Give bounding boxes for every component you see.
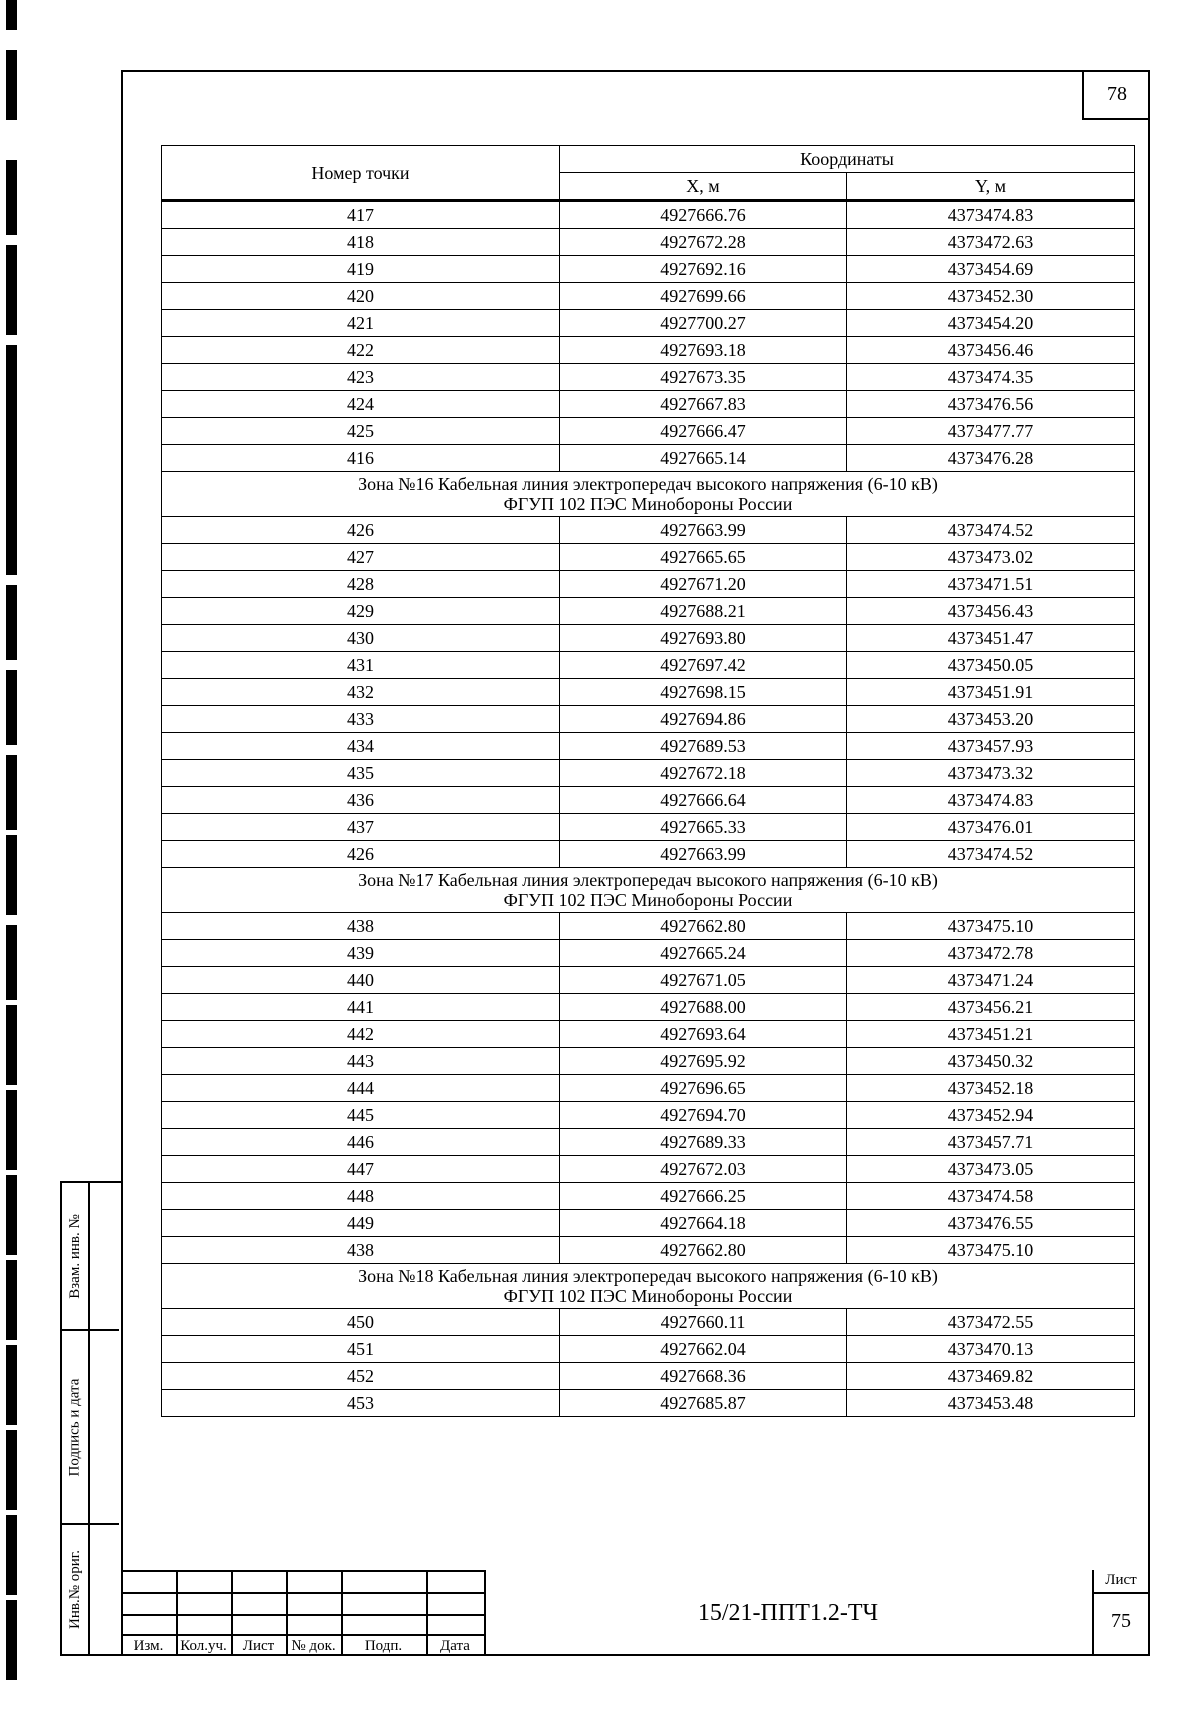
point-cell: 425 xyxy=(162,418,560,445)
y-cell: 4373452.94 xyxy=(847,1102,1135,1129)
point-cell: 440 xyxy=(162,967,560,994)
x-cell: 4927662.80 xyxy=(560,913,847,940)
x-cell: 4927688.21 xyxy=(560,598,847,625)
point-cell: 429 xyxy=(162,598,560,625)
x-cell: 4927688.00 xyxy=(560,994,847,1021)
y-cell: 4373456.21 xyxy=(847,994,1135,1021)
table-row xyxy=(162,1129,1135,1156)
point-cell: 441 xyxy=(162,994,560,1021)
y-cell: 4373454.69 xyxy=(847,256,1135,283)
point-cell: 442 xyxy=(162,1021,560,1048)
x-cell: 4927694.86 xyxy=(560,706,847,733)
point-cell: 437 xyxy=(162,814,560,841)
y-cell: 4373453.48 xyxy=(847,1390,1135,1417)
x-cell: 4927671.20 xyxy=(560,571,847,598)
binding-mark xyxy=(6,925,17,1000)
x-cell: 4927693.80 xyxy=(560,625,847,652)
table-row xyxy=(162,1156,1135,1183)
x-cell: 4927668.36 xyxy=(560,1363,847,1390)
zone-header-row xyxy=(162,868,1135,913)
binding-mark xyxy=(6,1600,17,1680)
x-cell: 4927672.03 xyxy=(560,1156,847,1183)
table-row xyxy=(162,1390,1135,1417)
table-row xyxy=(162,1336,1135,1363)
header-y: Y, м xyxy=(847,173,1135,201)
table-row xyxy=(162,571,1135,598)
binding-mark xyxy=(6,1430,17,1510)
y-cell: 4373473.05 xyxy=(847,1156,1135,1183)
point-cell: 430 xyxy=(162,625,560,652)
table-row xyxy=(162,652,1135,679)
binding-mark xyxy=(6,1345,17,1425)
table-row xyxy=(162,787,1135,814)
point-cell: 417 xyxy=(162,201,560,229)
table-row xyxy=(162,364,1135,391)
x-cell: 4927665.14 xyxy=(560,445,847,472)
binding-mark xyxy=(6,835,17,915)
point-cell: 450 xyxy=(162,1309,560,1336)
x-cell: 4927672.28 xyxy=(560,229,847,256)
point-cell: 431 xyxy=(162,652,560,679)
table-row xyxy=(162,913,1135,940)
header-x: X, м xyxy=(560,173,847,201)
y-cell: 4373475.10 xyxy=(847,1237,1135,1264)
point-cell: 452 xyxy=(162,1363,560,1390)
x-cell: 4927666.25 xyxy=(560,1183,847,1210)
point-cell: 436 xyxy=(162,787,560,814)
x-cell: 4927685.87 xyxy=(560,1390,847,1417)
table-row xyxy=(162,1237,1135,1264)
point-cell: 421 xyxy=(162,310,560,337)
point-cell: 438 xyxy=(162,1237,560,1264)
point-cell: 426 xyxy=(162,841,560,868)
table-row xyxy=(162,418,1135,445)
side-stamp-vzam-cell xyxy=(62,1183,119,1331)
point-cell: 422 xyxy=(162,337,560,364)
side-stamp-inv: Инв.№ ориг. xyxy=(66,1550,83,1629)
binding-mark xyxy=(6,160,17,235)
table-row xyxy=(162,940,1135,967)
y-cell: 4373471.24 xyxy=(847,967,1135,994)
table-row xyxy=(162,1183,1135,1210)
table-row xyxy=(162,1363,1135,1390)
x-cell: 4927694.70 xyxy=(560,1102,847,1129)
binding-mark xyxy=(6,1005,17,1085)
table-row xyxy=(162,337,1135,364)
stamp-list: Лист xyxy=(242,1638,275,1654)
y-cell: 4373454.20 xyxy=(847,310,1135,337)
x-cell: 4927689.53 xyxy=(560,733,847,760)
y-cell: 4373452.30 xyxy=(847,283,1135,310)
table-row xyxy=(162,391,1135,418)
table-row xyxy=(162,517,1135,544)
point-cell: 439 xyxy=(162,940,560,967)
coordinates-table xyxy=(161,145,1135,1417)
y-cell: 4373470.13 xyxy=(847,1336,1135,1363)
y-cell: 4373476.28 xyxy=(847,445,1135,472)
point-cell: 426 xyxy=(162,517,560,544)
y-cell: 4373474.58 xyxy=(847,1183,1135,1210)
binding-mark xyxy=(6,1260,17,1340)
table-row xyxy=(162,1210,1135,1237)
y-cell: 4373472.55 xyxy=(847,1309,1135,1336)
point-cell: 420 xyxy=(162,283,560,310)
stamp-data: Дата xyxy=(440,1638,470,1654)
point-cell: 434 xyxy=(162,733,560,760)
y-cell: 4373450.32 xyxy=(847,1048,1135,1075)
y-cell: 4373456.43 xyxy=(847,598,1135,625)
point-cell: 438 xyxy=(162,913,560,940)
table-row xyxy=(162,1075,1135,1102)
zone-header-row xyxy=(162,472,1135,517)
binding-mark xyxy=(6,415,17,510)
page-number-top: 78 xyxy=(1082,70,1150,120)
zone-header-row xyxy=(162,1264,1135,1309)
y-cell: 4373477.77 xyxy=(847,418,1135,445)
stamp-kol: Кол.уч. xyxy=(180,1638,227,1654)
zone-title: Зона №18 Кабельная линия электропередач высокого напряжения (6-10 кВ) xyxy=(358,1266,938,1286)
binding-mark xyxy=(6,585,17,660)
y-cell: 4373475.10 xyxy=(847,913,1135,940)
x-cell: 4927666.47 xyxy=(560,418,847,445)
x-cell: 4927663.99 xyxy=(560,517,847,544)
table-row xyxy=(162,841,1135,868)
zone-header xyxy=(162,472,1135,517)
x-cell: 4927663.99 xyxy=(560,841,847,868)
zone-owner: ФГУП 102 ПЭС Минобороны России xyxy=(503,890,793,910)
table-row xyxy=(162,229,1135,256)
table-row xyxy=(162,733,1135,760)
y-cell: 4373450.05 xyxy=(847,652,1135,679)
y-cell: 4373472.78 xyxy=(847,940,1135,967)
y-cell: 4373451.21 xyxy=(847,1021,1135,1048)
sheet-number: 75 xyxy=(1111,1610,1131,1632)
table-row xyxy=(162,1309,1135,1336)
table-row xyxy=(162,544,1135,571)
x-cell: 4927671.05 xyxy=(560,967,847,994)
binding-mark xyxy=(6,500,17,575)
table-row xyxy=(162,1048,1135,1075)
zone-header xyxy=(162,868,1135,913)
point-cell: 435 xyxy=(162,760,560,787)
side-stamp-podpis-cell xyxy=(62,1331,119,1525)
y-cell: 4373474.83 xyxy=(847,787,1135,814)
y-cell: 4373474.52 xyxy=(847,517,1135,544)
y-cell: 4373472.63 xyxy=(847,229,1135,256)
point-cell: 419 xyxy=(162,256,560,283)
table-row xyxy=(162,310,1135,337)
x-cell: 4927664.18 xyxy=(560,1210,847,1237)
y-cell: 4373473.32 xyxy=(847,760,1135,787)
table-row xyxy=(162,814,1135,841)
y-cell: 4373457.71 xyxy=(847,1129,1135,1156)
y-cell: 4373476.01 xyxy=(847,814,1135,841)
x-cell: 4927673.35 xyxy=(560,364,847,391)
zone-title: Зона №17 Кабельная линия электропередач высокого напряжения (6-10 кВ) xyxy=(358,870,938,890)
table-row xyxy=(162,706,1135,733)
y-cell: 4373457.93 xyxy=(847,733,1135,760)
x-cell: 4927700.27 xyxy=(560,310,847,337)
point-cell: 443 xyxy=(162,1048,560,1075)
y-cell: 4373476.56 xyxy=(847,391,1135,418)
x-cell: 4927662.80 xyxy=(560,1237,847,1264)
table-row xyxy=(162,256,1135,283)
x-cell: 4927667.83 xyxy=(560,391,847,418)
stamp-podp: Подп. xyxy=(364,1638,403,1654)
table-row xyxy=(162,445,1135,472)
x-cell: 4927693.64 xyxy=(560,1021,847,1048)
x-cell: 4927695.92 xyxy=(560,1048,847,1075)
sheet-label: Лист xyxy=(1105,1572,1137,1588)
point-cell: 447 xyxy=(162,1156,560,1183)
point-cell: 453 xyxy=(162,1390,560,1417)
x-cell: 4927699.66 xyxy=(560,283,847,310)
x-cell: 4927665.33 xyxy=(560,814,847,841)
binding-mark xyxy=(6,670,17,745)
side-stamp-podpis: Подпись и дата xyxy=(66,1378,83,1476)
table-row xyxy=(162,1021,1135,1048)
point-cell: 433 xyxy=(162,706,560,733)
x-cell: 4927693.18 xyxy=(560,337,847,364)
point-cell: 423 xyxy=(162,364,560,391)
binding-mark xyxy=(6,1515,17,1595)
x-cell: 4927696.65 xyxy=(560,1075,847,1102)
zone-owner: ФГУП 102 ПЭС Минобороны России xyxy=(503,494,793,514)
y-cell: 4373476.55 xyxy=(847,1210,1135,1237)
point-cell: 432 xyxy=(162,679,560,706)
x-cell: 4927698.15 xyxy=(560,679,847,706)
x-cell: 4927660.11 xyxy=(560,1309,847,1336)
header-coordinates: Координаты xyxy=(560,146,1135,173)
table-row xyxy=(162,760,1135,787)
x-cell: 4927665.65 xyxy=(560,544,847,571)
y-cell: 4373451.91 xyxy=(847,679,1135,706)
point-cell: 428 xyxy=(162,571,560,598)
point-cell: 449 xyxy=(162,1210,560,1237)
y-cell: 4373456.46 xyxy=(847,337,1135,364)
binding-mark xyxy=(6,0,17,30)
point-cell: 424 xyxy=(162,391,560,418)
binding-mark xyxy=(6,1090,17,1170)
y-cell: 4373451.47 xyxy=(847,625,1135,652)
y-cell: 4373473.02 xyxy=(847,544,1135,571)
table-row xyxy=(162,967,1135,994)
x-cell: 4927697.42 xyxy=(560,652,847,679)
document-code: 15/21-ППТ1.2-ТЧ xyxy=(697,1599,879,1626)
y-cell: 4373469.82 xyxy=(847,1363,1135,1390)
side-stamp-inv-cell xyxy=(62,1525,119,1654)
y-cell: 4373474.52 xyxy=(847,841,1135,868)
side-stamp-vzam: Взам. инв. № xyxy=(66,1213,83,1299)
x-cell: 4927672.18 xyxy=(560,760,847,787)
zone-owner: ФГУП 102 ПЭС Минобороны России xyxy=(503,1286,793,1306)
y-cell: 4373474.35 xyxy=(847,364,1135,391)
table-row xyxy=(162,625,1135,652)
table-body xyxy=(162,201,1135,1417)
binding-mark xyxy=(6,245,17,335)
x-cell: 4927692.16 xyxy=(560,256,847,283)
y-cell: 4373471.51 xyxy=(847,571,1135,598)
header-point-number: Номер точки xyxy=(162,146,560,201)
point-cell: 448 xyxy=(162,1183,560,1210)
stamp-ndok: № док. xyxy=(291,1638,336,1654)
point-cell: 418 xyxy=(162,229,560,256)
point-cell: 451 xyxy=(162,1336,560,1363)
zone-header xyxy=(162,1264,1135,1309)
x-cell: 4927666.76 xyxy=(560,201,847,229)
binding-mark xyxy=(6,50,17,120)
x-cell: 4927689.33 xyxy=(560,1129,847,1156)
x-cell: 4927662.04 xyxy=(560,1336,847,1363)
zone-title: Зона №16 Кабельная линия электропередач высокого напряжения (6-10 кВ) xyxy=(358,474,938,494)
side-stamp xyxy=(60,1181,121,1656)
table-row xyxy=(162,994,1135,1021)
binding-mark xyxy=(6,755,17,830)
table-row xyxy=(162,679,1135,706)
y-cell: 4373474.83 xyxy=(847,201,1135,229)
point-cell: 444 xyxy=(162,1075,560,1102)
table-row xyxy=(162,201,1135,229)
table-row xyxy=(162,1102,1135,1129)
x-cell: 4927666.64 xyxy=(560,787,847,814)
x-cell: 4927665.24 xyxy=(560,940,847,967)
point-cell: 445 xyxy=(162,1102,560,1129)
point-cell: 416 xyxy=(162,445,560,472)
table-row xyxy=(162,283,1135,310)
y-cell: 4373453.20 xyxy=(847,706,1135,733)
point-cell: 427 xyxy=(162,544,560,571)
binding-mark xyxy=(6,1175,17,1255)
stamp-izm: Изм. xyxy=(133,1638,164,1654)
point-cell: 446 xyxy=(162,1129,560,1156)
table-row xyxy=(162,598,1135,625)
y-cell: 4373452.18 xyxy=(847,1075,1135,1102)
